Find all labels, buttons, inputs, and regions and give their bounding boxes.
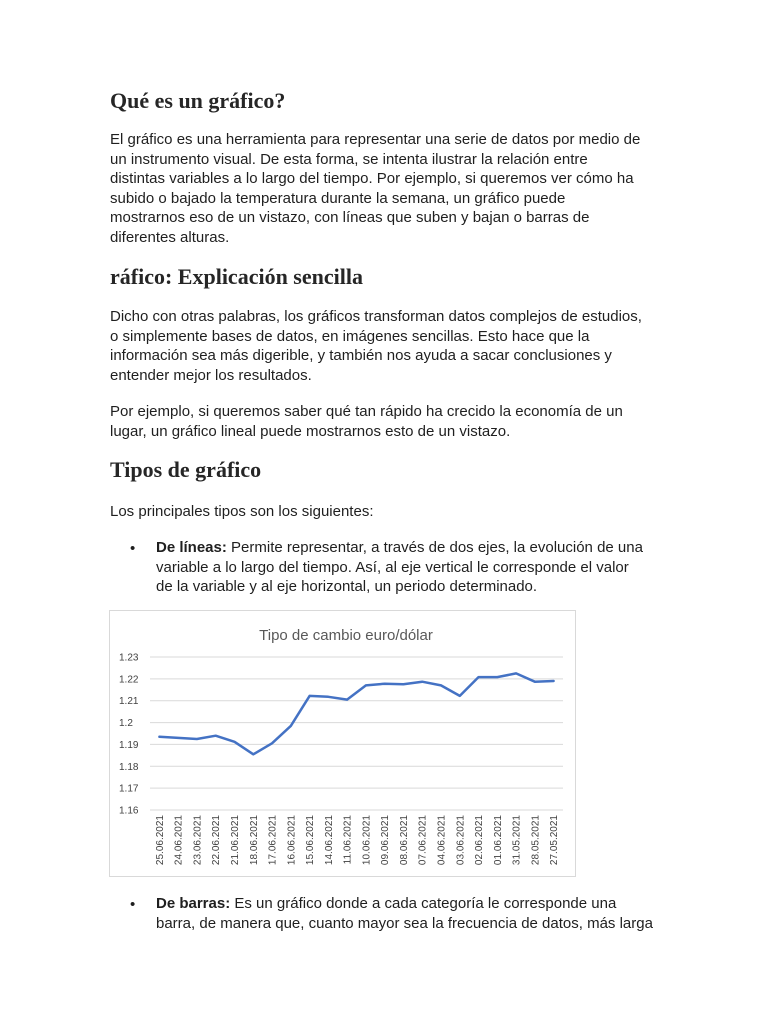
text-line: Por ejemplo, si queremos saber qué tan rápido ha crecido la economía de un bbox=[110, 403, 623, 420]
y-tick-label: 1.17 bbox=[119, 783, 139, 795]
bullet-term: De barras: bbox=[156, 895, 231, 912]
x-tick-label: 04.06.2021 bbox=[436, 815, 448, 866]
paragraph-intro-tipos: Los principales tipos son los siguientes: bbox=[110, 503, 374, 520]
x-tick-label: 11.06.2021 bbox=[342, 815, 354, 865]
data-point bbox=[309, 695, 310, 696]
text-line: distintas variables a lo largo del tiempo. Por ejemplo, si queremos ver cómo ha bbox=[110, 170, 634, 188]
y-tick-label: 1.23 bbox=[119, 652, 139, 664]
text-line: El gráfico es una herramienta para representar una serie de datos por medio de bbox=[110, 131, 641, 148]
x-tick-label: 21.06.2021 bbox=[229, 815, 241, 866]
x-tick-label: 27.05.2021 bbox=[549, 815, 561, 866]
bullet-barras bbox=[156, 894, 671, 933]
data-point bbox=[215, 735, 216, 736]
y-tick-label: 1.19 bbox=[119, 739, 139, 751]
data-point bbox=[253, 754, 254, 755]
data-point bbox=[234, 741, 235, 742]
text-line: lugar, un gráfico lineal puede mostrarnos esto de un vistazo. bbox=[110, 422, 511, 440]
text-line: mostrarnos eso de un vistazo, con líneas que suben y bajan o barras de bbox=[110, 209, 590, 227]
y-tick-label: 1.16 bbox=[119, 805, 139, 817]
data-point bbox=[459, 695, 460, 696]
y-tick-label: 1.2 bbox=[119, 718, 133, 730]
text-line: información sea más digerible, y también nos ayuda a sacar conclusiones y bbox=[110, 347, 612, 365]
data-point bbox=[271, 743, 272, 744]
chart-x-ticks bbox=[155, 815, 560, 865]
bullet-term: De líneas: bbox=[156, 539, 227, 556]
x-tick-label: 02.06.2021 bbox=[474, 815, 486, 866]
x-tick-label: 28.05.2021 bbox=[530, 815, 542, 866]
x-tick-label: 31.05.2021 bbox=[511, 815, 523, 866]
heading-explicacion-sencilla: ráfico: Explicación sencilla bbox=[110, 264, 363, 289]
bullet-marker: • bbox=[130, 896, 136, 913]
data-point bbox=[347, 699, 348, 700]
x-tick-label: 08.06.2021 bbox=[398, 815, 410, 866]
data-point bbox=[440, 685, 441, 686]
paragraph-ejemplo bbox=[110, 402, 670, 441]
x-tick-label: 14.06.2021 bbox=[323, 815, 335, 866]
paragraph-explicacion bbox=[110, 307, 670, 385]
data-point bbox=[290, 725, 291, 726]
chart-gridlines bbox=[150, 657, 563, 810]
chart-y-ticks bbox=[119, 653, 139, 817]
x-tick-label: 10.06.2021 bbox=[361, 815, 373, 866]
x-tick-label: 17.06.2021 bbox=[267, 815, 279, 866]
data-point bbox=[178, 737, 179, 738]
chart-canvas bbox=[110, 611, 575, 876]
data-point bbox=[384, 683, 385, 684]
heading-tipos-de-grafico: Tipos de gráfico bbox=[110, 457, 262, 482]
x-tick-label: 18.06.2021 bbox=[248, 815, 260, 866]
text-line: un instrumento visual. De esta forma, se intenta ilustrar la relación entre bbox=[110, 150, 588, 168]
data-point bbox=[553, 680, 554, 681]
text-line: barra, de manera que, cuanto mayor sea la frecuencia de datos, más larga bbox=[156, 914, 653, 932]
data-point bbox=[196, 738, 197, 739]
chart-title: Tipo de cambio euro/dólar bbox=[259, 627, 433, 644]
text-line: de la variable y al eje horizontal, un periodo determinado. bbox=[156, 578, 538, 596]
data-point bbox=[478, 677, 479, 678]
line-chart bbox=[109, 610, 576, 877]
data-point bbox=[328, 696, 329, 697]
y-tick-label: 1.18 bbox=[119, 761, 139, 773]
heading-que-es-un-grafico: Qué es un gráfico? bbox=[110, 88, 286, 113]
text-line: diferentes alturas. bbox=[110, 228, 230, 246]
data-point bbox=[534, 681, 535, 682]
bullet-marker: • bbox=[130, 540, 136, 557]
x-tick-label: 15.06.2021 bbox=[305, 815, 317, 866]
bullet-lineas bbox=[156, 538, 671, 597]
data-point bbox=[497, 677, 498, 678]
data-point bbox=[403, 684, 404, 685]
text-line: Dicho con otras palabras, los gráficos transforman datos complejos de estudios, bbox=[110, 308, 642, 325]
data-point bbox=[422, 681, 423, 682]
x-tick-label: 23.06.2021 bbox=[192, 815, 204, 866]
y-tick-label: 1.21 bbox=[119, 696, 139, 708]
x-tick-label: 25.06.2021 bbox=[154, 815, 166, 866]
data-point bbox=[159, 736, 160, 737]
x-tick-label: 24.06.2021 bbox=[173, 815, 185, 866]
text-line: Es un gráfico donde a cada categoría le corresponde una bbox=[230, 895, 617, 912]
x-tick-label: 03.06.2021 bbox=[455, 815, 467, 866]
x-tick-label: 09.06.2021 bbox=[380, 815, 392, 866]
text-line: o simplemente bases de datos, en imágenes sencillas. Esto hace que la bbox=[110, 327, 590, 345]
x-tick-label: 01.06.2021 bbox=[492, 815, 504, 866]
series-line bbox=[159, 673, 553, 754]
paragraph-definicion bbox=[110, 130, 670, 248]
y-tick-label: 1.22 bbox=[119, 674, 139, 686]
data-point bbox=[515, 673, 516, 674]
chart-series bbox=[159, 673, 554, 755]
x-tick-label: 07.06.2021 bbox=[417, 815, 429, 866]
data-point bbox=[365, 685, 366, 686]
text-line: entender mejor los resultados. bbox=[110, 366, 312, 384]
text-line: variable a lo largo del tiempo. Así, al eje vertical le corresponde el valor bbox=[156, 558, 629, 576]
x-tick-label: 22.06.2021 bbox=[211, 815, 223, 866]
text-line: Permite representar, a través de dos ejes, la evolución de una bbox=[226, 539, 643, 556]
text-line: subido o bajado la temperatura durante la semana, un gráfico puede bbox=[110, 189, 566, 207]
x-tick-label: 16.06.2021 bbox=[286, 815, 298, 866]
